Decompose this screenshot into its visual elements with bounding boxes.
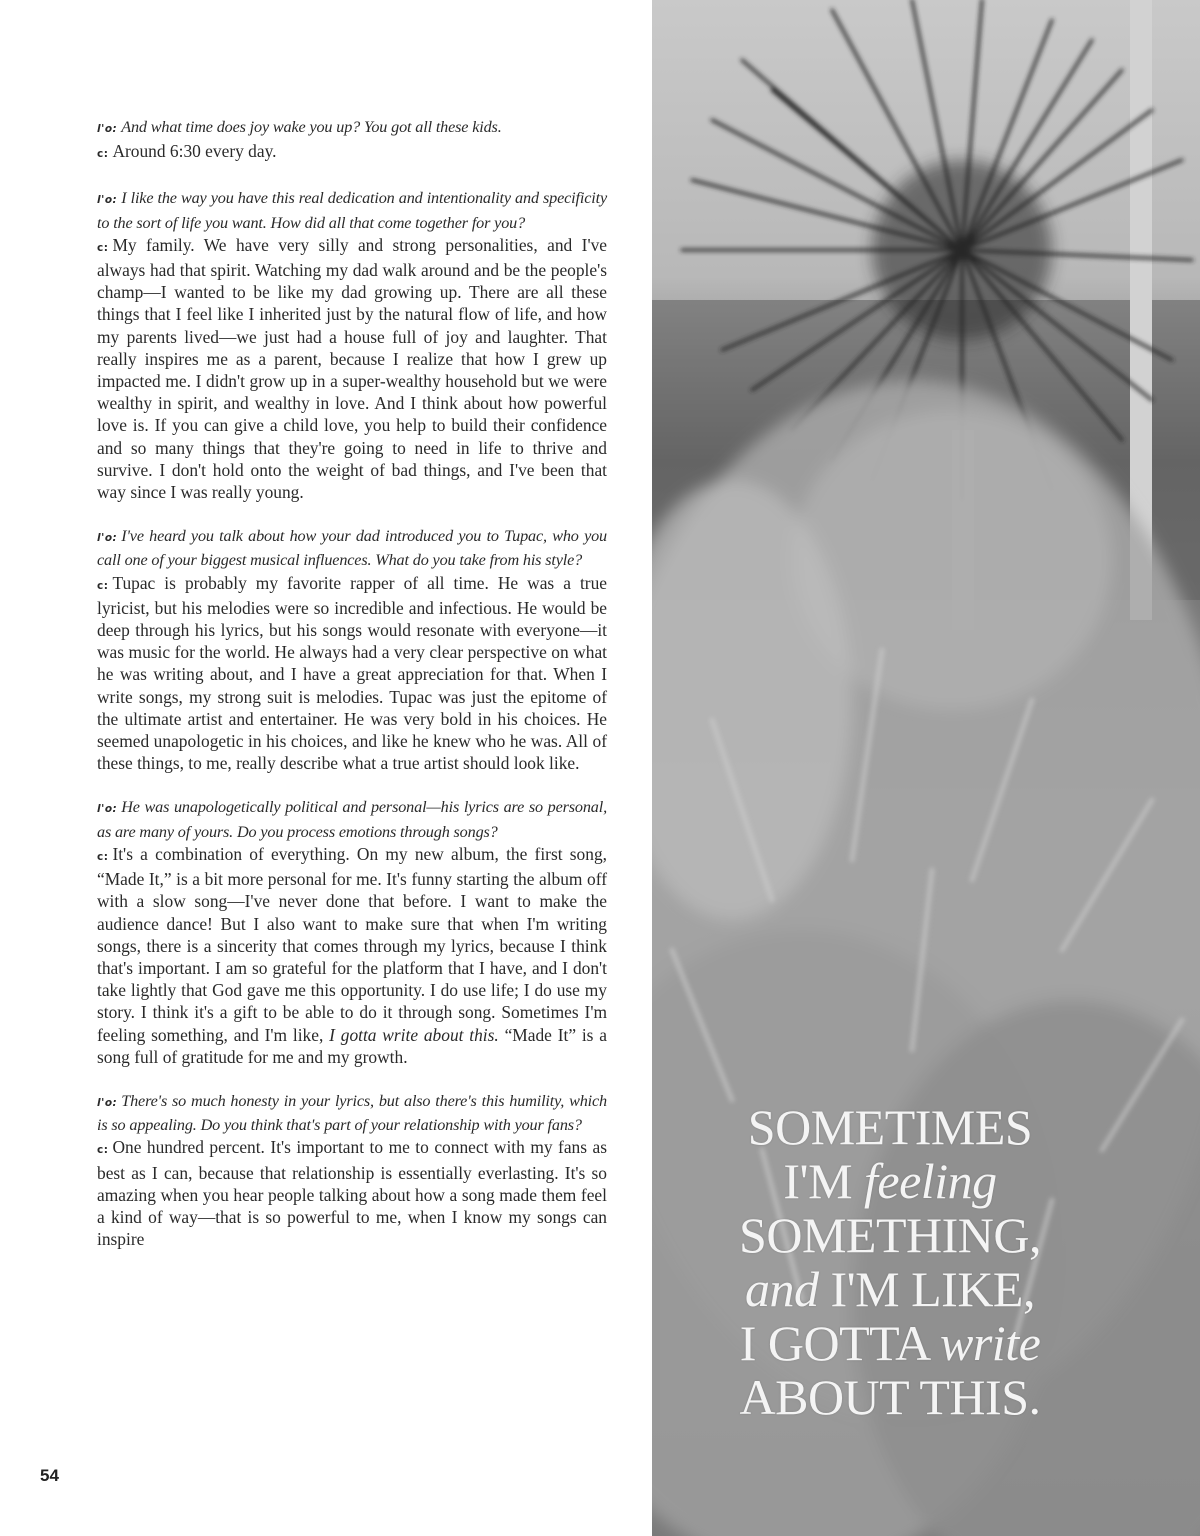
respondent-tag: c: [97, 850, 109, 863]
pull-quote-text: I'M LIKE, [818, 1261, 1035, 1317]
question-text: And what time does joy wake you up? You got all these kids. [121, 118, 502, 136]
pull-quote-italic: write [940, 1315, 1041, 1371]
interview-column [97, 116, 607, 1272]
question-5 [97, 1090, 607, 1136]
answer-5 [97, 1136, 607, 1250]
question-4 [97, 796, 607, 842]
pull-quote-line-4 [690, 1262, 1090, 1316]
pull-quote-italic: feeling [864, 1153, 997, 1209]
question-3 [97, 525, 607, 571]
answer-text: It's a combination of everything. On my new album, the first song, “Made It,” is a bit more personal for me. It's funny starting the album off with a slow song—I've never done that before. I want to make the audience dance! But I also want to make sure that when I'm writing songs, there is a sincerity that comes through my lyrics, because I think that's important. I am so grateful for the platform that I have, and I don't take lightly that God gave me this opportunity. I do use life; I do use my story. I think it's a gift to be able to do it through song. Sometimes I'm feeling something, and I'm like, [97, 843, 607, 1045]
pull-quote-text: I GOTTA [739, 1315, 940, 1371]
interviewer-tag: l'o: [97, 532, 118, 545]
answer-italic-text: I gotta write about this. [329, 1024, 499, 1045]
question-2 [97, 187, 607, 233]
question-1 [97, 116, 607, 140]
qa-block-2 [97, 187, 607, 503]
answer-text: Tupac is probably my favorite rapper of all time. He was a true lyricist, but his melodies were so incredible and infectious. He would be deep through his lyrics, but his songs would resonate with everyone—it was music for the world. He always had a very clear perspective on what he was writing about, and I have a great appreciation for that. When I write songs, my strong suit is melodies. Tupac was just the epitome of the ultimate artist and entertainer. He was very bold in his choices. He seemed unapologetic in his choices, and like he knew who he was. All of these things, to me, really describe what a true artist should look like. [97, 572, 607, 774]
answer-2 [97, 234, 607, 503]
qa-block-5 [97, 1090, 607, 1250]
answer-text: My family. We have very silly and strong personalities, and I've always had that spirit. Watching my dad walk around and be the people's champ—I wanted to be like my dad growing up. There are all these things that I feel like I inherited just by the natural flow of life, and how my parents lived—we just had a house full of joy and laughter. That really inspires me as a parent, because I realize that how I grew up impacted me. I didn't grow up in a super-wealthy household but we were wealthy in spirit, and wealthy in love. And I think about how powerful love is. If you can give a child love, you help to build their confidence and so many things that they're going to need in life to thrive and survive. I don't hold onto the weight of bad things, and I've been that way since I was really young. [97, 234, 607, 503]
interviewer-tag: l'o: [97, 123, 118, 135]
pull-quote-italic: and [745, 1261, 819, 1317]
question-text: There's so much honesty in your lyrics, but also there's this humility, which is so appealing. Do you think that's part of your relationship with your fans? [97, 1091, 607, 1135]
pull-quote-text: I'M [783, 1153, 865, 1209]
pull-quote-line-5 [690, 1316, 1090, 1370]
answer-text: Around 6:30 every day. [112, 141, 277, 162]
respondent-tag: c: [97, 1144, 109, 1157]
respondent-tag: c: [97, 148, 109, 161]
answer-3 [97, 572, 607, 775]
respondent-tag: c: [97, 579, 109, 592]
pull-quote-line-6: ABOUT THIS. [739, 1369, 1041, 1425]
respondent-tag: c: [97, 241, 109, 254]
page-number: 54 [40, 1466, 59, 1485]
question-text: He was unapologetically political and personal—his lyrics are so personal, as are many of yours. Do you process emotions through songs? [97, 798, 607, 841]
pull-quote-line-1: SOMETIMES [747, 1099, 1033, 1155]
pull-quote-line-2 [690, 1154, 1090, 1208]
question-text: I like the way you have this real dedication and intentionality and specificity to the sort of life you want. How did all that come together for you? [97, 189, 607, 232]
answer-1 [97, 140, 607, 165]
qa-block-1 [97, 116, 607, 165]
interviewer-tag: l'o: [97, 194, 118, 207]
interviewer-tag: l'o: [97, 803, 118, 816]
pull-quote-line-3: SOMETHING, [739, 1207, 1041, 1263]
qa-block-3 [97, 525, 607, 774]
pull-quote [690, 1100, 1090, 1424]
answer-text: “Made It” is a song full of gratitude for me and my growth. [97, 1024, 607, 1067]
answer-text: One hundred percent. It's important to me to connect with my fans as best as I can, because that relationship is essentially everlasting. It's so amazing when you hear people talking about how a song made them feel a kind of way—that is so powerful to me, when I know my songs can inspire [97, 1137, 607, 1250]
answer-4 [97, 843, 607, 1068]
question-text: I've heard you talk about how your dad introduced you to Tupac, who you call one of your biggest musical influences. What do you take from his style? [97, 527, 607, 570]
qa-block-4 [97, 796, 607, 1067]
interviewer-tag: l'o: [97, 1096, 118, 1109]
